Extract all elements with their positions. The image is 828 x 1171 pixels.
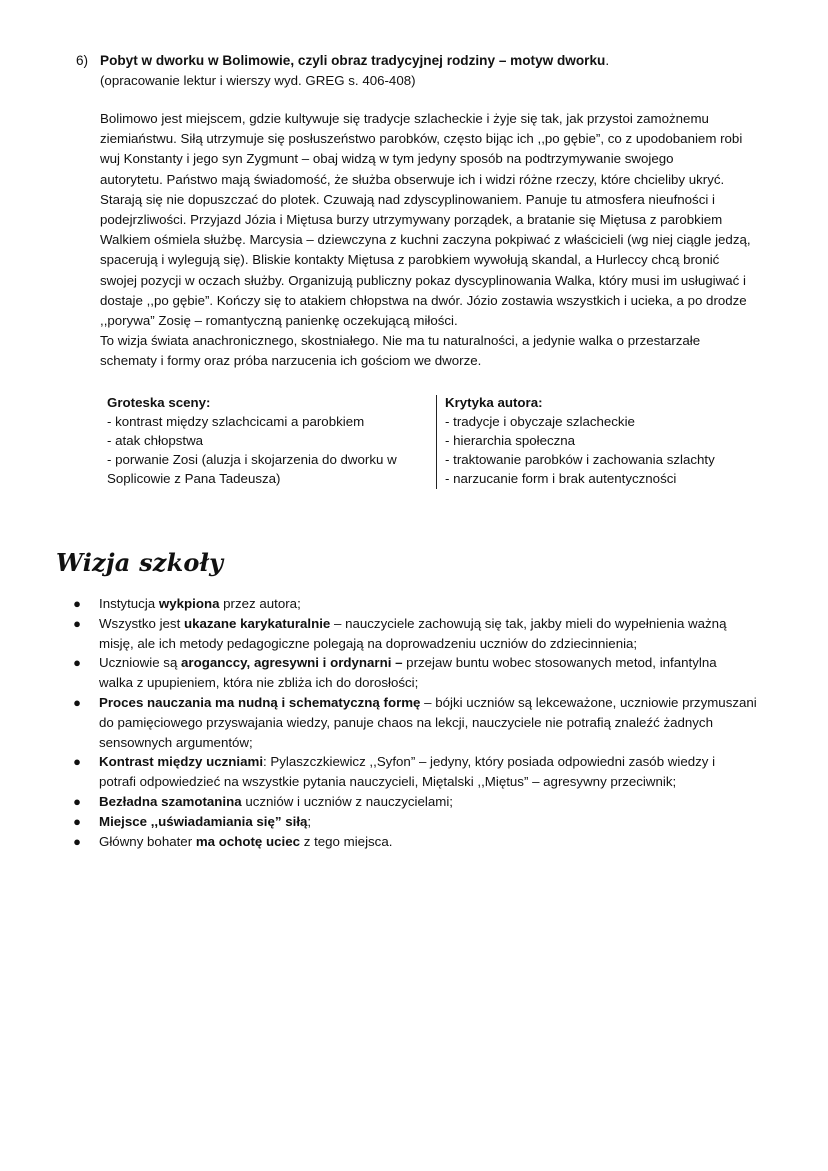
bullet-line bbox=[99, 713, 762, 733]
bullet-line bbox=[99, 772, 762, 792]
text-segment: misję, ale ich metody pedagogiczne polegają na doprowadzeniu uczniów do zdziecinnienia; bbox=[99, 635, 638, 651]
krytyka-item: - hierarchia społeczna bbox=[445, 433, 576, 448]
text-segment: walka z upupieniem, która nie zbliża ich do dorosłości; bbox=[99, 675, 419, 691]
paragraph-line: Starają się nie dopuszczać do plotek. Czuwają nad zdyscyplinowaniem. Panuje tu atmosfera nieufności i bbox=[100, 191, 715, 207]
bullet-line bbox=[99, 693, 762, 713]
paragraph-line: swojej pozycji w oczach służby. Organizują publiczny pokaz dyscyplinowania Walka, który musi im usługiwać i bbox=[100, 272, 746, 288]
text-segment: z tego miejsca. bbox=[300, 833, 393, 849]
bullet-dot-icon: ● bbox=[73, 833, 81, 849]
school-bullet-item bbox=[72, 792, 762, 812]
source-reference: (opracowanie lektur i wierszy wyd. GREG s. 406-408) bbox=[100, 73, 416, 88]
bold-text: Proces nauczania ma nudną i schematyczną formę bbox=[99, 694, 421, 710]
text-segment: przejaw buntu wobec stosowanych metod, infantylna bbox=[402, 655, 717, 671]
bullet-dot-icon: ● bbox=[73, 596, 81, 611]
bold-text: ma ochotę uciec bbox=[195, 833, 301, 849]
bold-text: aroganccy, agresywni i ordynarni – bbox=[181, 655, 403, 671]
paragraph-line: To wizja świata anachronicznego, skostniałego. Nie ma tu naturalności, a jedynie walka o przestarzałe bbox=[100, 333, 701, 349]
text-segment: przez autora; bbox=[219, 596, 301, 611]
groteska-item: Soplicowie z Pana Tadeusza) bbox=[107, 471, 281, 486]
groteska-column bbox=[107, 393, 427, 488]
paragraph-line: schematy i formy oraz próba narzucenia ich gościom we dworze. bbox=[100, 353, 482, 369]
text-segment: ; bbox=[307, 813, 312, 829]
bullet-line bbox=[99, 812, 762, 832]
bold-text: Bezładna szamotanina bbox=[99, 793, 242, 809]
text-segment: do pamięciowego przyswajania wiedzy, panuje chaos na lekcji, nauczyciele nie potrafią znaleźć żadnych bbox=[99, 714, 713, 730]
school-bullet-item bbox=[72, 693, 762, 752]
krytyka-item: - tradycje i obyczaje szlacheckie bbox=[445, 414, 635, 429]
school-bullet-item bbox=[72, 594, 762, 614]
school-bullet-item bbox=[72, 653, 762, 693]
bold-text: ukazane karykaturalnie bbox=[183, 615, 331, 631]
bold-text: wykpiona bbox=[158, 596, 220, 611]
text-segment: sensownych argumentów; bbox=[99, 734, 253, 750]
bold-text: Kontrast między uczniami bbox=[99, 754, 264, 770]
column-divider bbox=[436, 395, 437, 489]
bullet-dot-icon: ● bbox=[73, 615, 81, 631]
bullet-line bbox=[99, 832, 762, 852]
school-bullet-list bbox=[72, 594, 762, 851]
text-segment: – bójki uczniów są lekceważone, uczniowie przymuszani bbox=[420, 694, 757, 710]
paragraph-line: autorytetu. Państwo mają świadomość, że służba obserwuje ich i widzi różne rzeczy, które chcieliby ukryć. bbox=[100, 171, 725, 187]
bullet-line bbox=[99, 653, 762, 673]
paragraph-line: Walkiem ośmiela służbę. Marcysia – dziewczyna z kuchni zaczyna pokpiwać z właścicieli (wg niej ciągle jedzą, bbox=[100, 232, 751, 248]
groteska-item: - kontrast między szlachcicami a parobkiem bbox=[107, 414, 365, 429]
bullet-line bbox=[99, 733, 762, 753]
section-title-period: . bbox=[605, 53, 610, 68]
groteska-item: - porwanie Zosi (aluzja i skojarzenia do dworku w bbox=[107, 452, 397, 467]
krytyka-column bbox=[445, 393, 775, 488]
paragraph-line: ziemiaństwu. Siłą utrzymuje się posłuszeństwo parobków, często bijąc ich ,,po gębie”, co z upodobaniem robi bbox=[100, 131, 743, 147]
description-paragraph bbox=[100, 109, 770, 372]
school-bullet-item bbox=[72, 614, 762, 654]
text-segment: Uczniowie są bbox=[99, 655, 182, 671]
groteska-item: - atak chłopstwa bbox=[107, 433, 204, 448]
school-heading: Wizja szkoły bbox=[56, 548, 224, 577]
paragraph-line: spacerują i wylegują się). Bliskie kontakty Miętusa z parobkiem wywołują skandal, a Hurleccy chcą bronić bbox=[100, 252, 720, 268]
text-segment: potrafi odpowiedzieć na wszystkie pytania nauczycieli, Miętalski ,,Miętus” – agresywny przeciwnik; bbox=[99, 774, 677, 790]
text-segment: – nauczyciele zachowują się tak, jakby mieli do wypełnienia ważną bbox=[330, 615, 727, 631]
paragraph-line: podejrzliwości. Przyjazd Józia i Miętusa burzy utrzymywany porządek, a bratanie się Miętusa z parobkiem bbox=[100, 212, 723, 228]
bold-text: Miejsce ,,uświadamiania się” siłą bbox=[99, 813, 308, 829]
school-bullet-item bbox=[72, 832, 762, 852]
bullet-line bbox=[99, 614, 762, 634]
text-segment: uczniów i uczniów z nauczycielami; bbox=[241, 793, 453, 809]
section-title bbox=[76, 51, 609, 71]
bullet-dot-icon: ● bbox=[73, 655, 81, 671]
text-segment: Główny bohater bbox=[99, 833, 196, 849]
text-segment: : Pylaszczkiewicz ,,Syfon” – jedyny, który posiada odpowiedni zasób wiedzy i bbox=[263, 754, 716, 770]
bullet-line bbox=[99, 792, 762, 812]
krytyka-item: - narzucanie form i brak autentyczności bbox=[445, 471, 677, 486]
paragraph-line: dostaje ,,po gębie”. Kończy się to atakiem chłopstwa na dwór. Józio zostawia wszystkich i ucieka, a po drodze bbox=[100, 292, 747, 308]
bullet-dot-icon: ● bbox=[73, 793, 81, 809]
groteska-heading: Groteska sceny: bbox=[107, 395, 211, 410]
bullet-dot-icon: ● bbox=[73, 694, 81, 710]
bullet-dot-icon: ● bbox=[73, 813, 81, 829]
paragraph-line: ,,porywa” Zosię – romantyczną panienkę oczekującą miłości. bbox=[100, 313, 458, 329]
bullet-line bbox=[99, 673, 762, 693]
bullet-line bbox=[99, 594, 762, 614]
section-title-text: Pobyt w dworku w Bolimowie, czyli obraz tradycyjnej rodziny – motyw dworku bbox=[100, 53, 606, 68]
paragraph-line: Bolimowo jest miejscem, gdzie kultywuje się tradycje szlacheckie i żyje się tak, jak przystoi zamożnemu bbox=[100, 111, 709, 126]
school-bullet-item bbox=[72, 812, 762, 832]
section-number: 6) bbox=[76, 53, 89, 68]
krytyka-item: - traktowanie parobków i zachowania szlachty bbox=[445, 452, 715, 467]
paragraph-line: wuj Konstanty i jego syn Zygmunt – obaj widzą w tym jedyny sposób na podtrzymywanie swojego bbox=[100, 151, 674, 167]
text-segment: Wszystko jest bbox=[99, 615, 184, 631]
bullet-line bbox=[99, 634, 762, 654]
school-bullet-item bbox=[72, 752, 762, 792]
text-segment: Instytucja bbox=[99, 596, 159, 611]
krytyka-heading: Krytyka autora: bbox=[445, 395, 543, 410]
bullet-line bbox=[99, 752, 762, 772]
bullet-dot-icon: ● bbox=[73, 754, 81, 770]
